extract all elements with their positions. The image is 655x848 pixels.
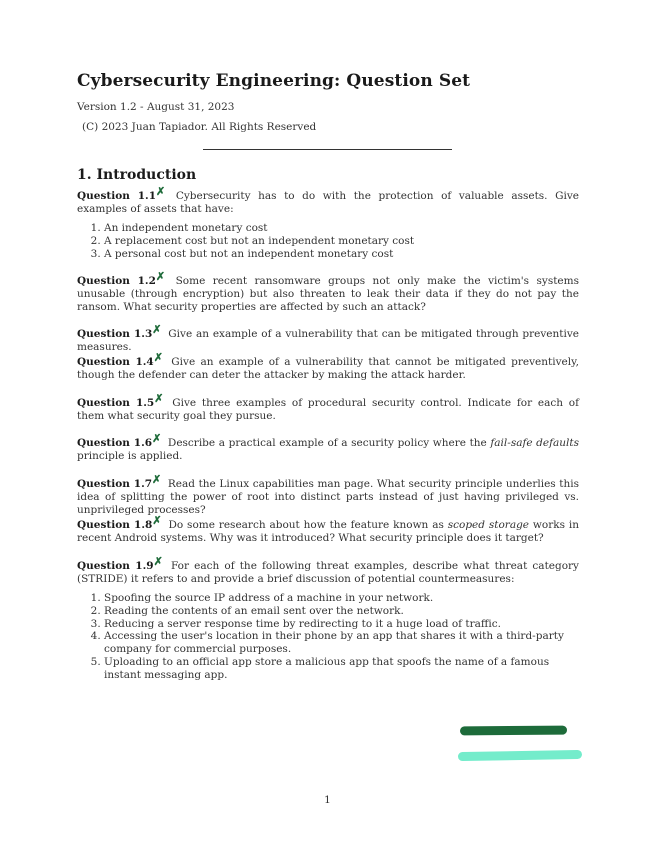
list-item: 1. Spoofing the source IP address of a machine in your network. [104,592,579,605]
check-mark-icon: ✗ [152,473,162,486]
check-mark-icon: ✗ [155,270,166,283]
check-mark-icon: ✗ [154,392,164,405]
question-label: Question 1.3 [77,328,153,340]
check-mark-icon: ✗ [156,185,166,198]
question-text-pre: Do some research about how the feature known as [168,519,448,531]
list-item: 4. Accessing the user's location in their phone by an app that shares it with a third-party company for commercial purposes. [104,630,579,656]
question-label: Question 1.1 [77,190,157,202]
question-text: Some recent ransomware groups not only make the victim's systems unusable (through encryption) but also threaten to leak their data if they do not pay the ransom. What security properties are affected by such an attack? [77,275,579,313]
question-1-8 [77,514,579,545]
page-number: 1 [324,794,331,806]
question-label: Question 1.2 [77,275,156,287]
list-item: 3. A personal cost but not an independent monetary cost [104,248,579,261]
document-title: Cybersecurity Engineering: Question Set [77,71,471,91]
question-1-9 [77,555,579,682]
title-divider [203,149,452,150]
redaction-scribble-light [458,750,582,761]
question-1-7 [77,473,580,517]
question-item-list [77,222,579,260]
question-label: Question 1.7 [77,478,153,490]
question-label: Question 1.6 [77,437,153,449]
question-text: Give three examples of procedural security control. Indicate for each of them what security goal they pursue. [77,397,580,422]
version-line: Version 1.2 - August 31, 2023 [77,101,235,113]
list-item: 2. A replacement cost but not an independent monetary cost [104,235,579,248]
question-text: Give an example of a vulnerability that can be mitigated through preventive measures. [77,328,579,353]
list-item: 3. Reducing a server response time by redirecting to it a huge load of traffic. [104,618,579,631]
check-mark-icon: ✗ [152,514,162,527]
section-title: 1. Introduction [77,167,197,183]
list-item: 2. Reading the contents of an email sent over the network. [104,605,579,618]
question-1-2 [77,270,579,314]
check-mark-icon: ✗ [153,555,163,568]
list-item: 5. Uploading to an official app store a malicious app that spoofs the name of a famous instant messaging app. [104,656,579,682]
question-text: Read the Linux capabilities man page. What security principle underlies this idea of splitting the power of root into distinct parts instead of just having privileged vs. unprivileged processes? [77,478,580,516]
question-text-post: works in recent Android systems. Why was it introduced? What security principle does it target? [77,519,579,544]
check-mark-icon: ✗ [152,323,162,336]
question-text: Cybersecurity has to do with the protection of valuable assets. Give examples of assets that have: [77,190,579,215]
question-text-post: principle is applied. [77,450,183,462]
question-1-6 [77,432,579,463]
question-emphasis: scoped storage [447,519,530,531]
question-text-pre: Describe a practical example of a security policy where the [167,437,491,449]
question-1-1 [77,185,579,260]
question-1-3 [77,323,579,354]
question-text: For each of the following threat examples, describe what threat category (STRIDE) it refers to and provide a brief discussion of potential countermeasures: [77,560,579,585]
question-1-4 [77,351,579,382]
question-emphasis: fail-safe defaults [490,437,579,449]
question-1-5 [77,392,580,423]
redaction-scribble-dark [460,726,567,736]
question-label: Question 1.5 [77,397,155,409]
question-label: Question 1.4 [77,356,154,368]
question-label: Question 1.9 [77,560,154,572]
question-text: Give an example of a vulnerability that cannot be mitigated preventively, though the defender can deter the attacker by making the attack harder. [77,356,579,381]
copyright-line: (C) 2023 Juan Tapiador. All Rights Reserved [82,121,317,133]
check-mark-icon: ✗ [152,432,162,445]
question-item-list [77,592,579,682]
check-mark-icon: ✗ [153,351,163,364]
question-label: Question 1.8 [77,519,153,531]
list-item: 1. An independent monetary cost [104,222,579,235]
